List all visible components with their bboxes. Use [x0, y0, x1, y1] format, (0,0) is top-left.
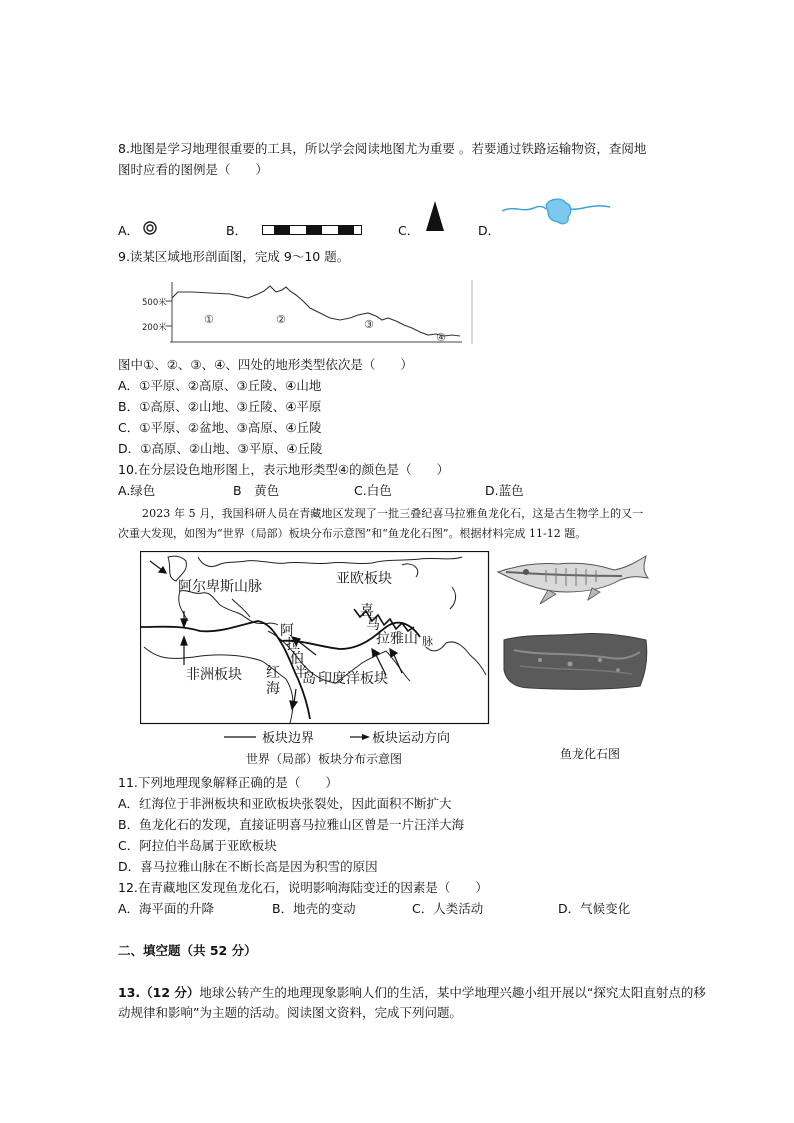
svg-text:雅山: 雅山 [390, 631, 418, 647]
svg-text:拉: 拉 [376, 631, 390, 647]
q9-option-d: D．①高原、②山地、③平原、④丘陵 [118, 441, 323, 456]
svg-text:阿: 阿 [280, 623, 294, 639]
svg-text:伯: 伯 [290, 651, 304, 667]
svg-text:拉: 拉 [286, 637, 300, 653]
q8-option-c: C． [398, 223, 420, 238]
q10-option-d: D.蓝色 [485, 483, 524, 498]
svg-text:红: 红 [266, 665, 280, 681]
q12-option-a: A．海平面的升降 [118, 901, 215, 916]
q13-line1-text: 地球公转产生的地理现象影响人们的生活，某中学地理兴趣小组开展以“探究太阳直射点的移 [199, 985, 706, 1000]
q8-stem-line2: 图时应看的图例是（ ） [118, 162, 269, 177]
fossil-rock-photo [500, 630, 650, 692]
q8-option-d: D． [478, 223, 501, 238]
q13-score: （12 分） [140, 985, 200, 1000]
terrain-profile-diagram [140, 278, 476, 350]
q11-option-a: A．红海位于非洲板块和亚欧板块张裂处，因此面积不断扩大 [118, 796, 452, 811]
q13-line2: 动规律和影响”为主题的活动。阅读图文资料，完成下列问题。 [118, 1005, 462, 1020]
label-red-sea [266, 665, 280, 697]
q12-option-d: D．气候变化 [558, 901, 631, 916]
plate-map-legend [222, 729, 462, 745]
profile-mark-4: ④ [436, 331, 446, 344]
q10-option-a: A.绿色 [118, 483, 156, 498]
profile-mark-3: ③ [364, 318, 374, 331]
svg-text:马: 马 [366, 617, 380, 633]
label-200m: 200米 [142, 323, 167, 333]
q11-stem: 11.下列地理现象解释正确的是（ ） [118, 775, 338, 790]
q10-option-b: B 黄色 [233, 483, 280, 498]
svg-text:半: 半 [294, 665, 308, 681]
capital-symbol-icon [142, 220, 158, 236]
q10-option-c: C.白色 [354, 483, 392, 498]
section2-title: 二、填空题（共 52 分） [118, 943, 257, 958]
fossil-caption: 鱼龙化石图 [560, 747, 621, 761]
plate-map-caption: 世界（局部）板块分布示意图 [246, 752, 403, 766]
legend-boundary: 板块边界 [262, 731, 315, 745]
q9-option-a: A．①平原、②高原、③丘陵、④山地 [118, 378, 322, 393]
q13-number: 13. [118, 985, 141, 1000]
svg-text:喜: 喜 [360, 603, 374, 619]
q10-stem: 10.在分层设色地形图上，表示地形类型④的颜色是（ ） [118, 462, 450, 477]
q8-stem-line1: 8.地图是学习地理很重要的工具，所以学会阅读地图尤为重要 。若要通过铁路运输物资，查阅地 [118, 141, 647, 156]
label-eurasian-plate: 亚欧板块 [336, 571, 392, 587]
railway-symbol-icon [262, 224, 362, 236]
material-line2: 次重大发现，如图为“世界（局部）板块分布示意图”和“鱼龙化石图”。根据材料完成 11-12 题。 [118, 527, 587, 540]
q9-stem: 图中①、②、③、④、四处的地形类型依次是（ ） [118, 357, 413, 372]
plate-map [140, 551, 492, 727]
q9-option-c: C．①平原、②盆地、③高原、④丘陵 [118, 420, 322, 435]
legend-direction: 板块运动方向 [372, 731, 451, 745]
label-indian-plate: 印度洋板块 [318, 671, 388, 687]
q12-option-b: B．地壳的变动 [272, 901, 356, 916]
lake-symbol-icon [500, 195, 612, 231]
q8-option-a: A． [118, 223, 140, 238]
q12-option-c: C．人类活动 [412, 901, 484, 916]
ichthyosaur-skeleton-illustration [496, 550, 662, 608]
svg-text:脉: 脉 [422, 635, 433, 648]
q12-stem: 12.在青藏地区发现鱼龙化石，说明影响海陆变迁的因素是（ ） [118, 880, 488, 895]
profile-mark-1: ① [204, 313, 214, 326]
peak-symbol-icon [424, 200, 446, 232]
label-500m: 500米 [142, 298, 167, 308]
q9-intro: 9.读某区域地形剖面图，完成 9～10 题。 [118, 249, 350, 264]
q9-option-b: B．①高原、②山地、③丘陵、④平原 [118, 399, 322, 414]
label-african-plate: 非洲板块 [186, 667, 242, 683]
q8-option-b: B． [226, 223, 248, 238]
q11-option-c: C．阿拉伯半岛属于亚欧板块 [118, 838, 277, 853]
svg-text:海: 海 [266, 681, 280, 697]
q13-line1 [118, 984, 706, 1002]
material-line1: 2023 年 5 月，我国科研人员在青藏地区发现了一批三叠纪喜马拉雅鱼龙化石，这是古生物学上的又一 [142, 507, 644, 520]
q11-option-b: B．鱼龙化石的发现，直接证明喜马拉雅山区曾是一片汪洋大海 [118, 817, 465, 832]
q11-option-d: D．喜马拉雅山脉在不断长高是因为积雪的原因 [118, 859, 378, 874]
svg-text:岛: 岛 [302, 671, 316, 687]
profile-mark-2: ② [276, 313, 286, 326]
label-alps: 阿尔卑斯山脉 [178, 579, 262, 595]
